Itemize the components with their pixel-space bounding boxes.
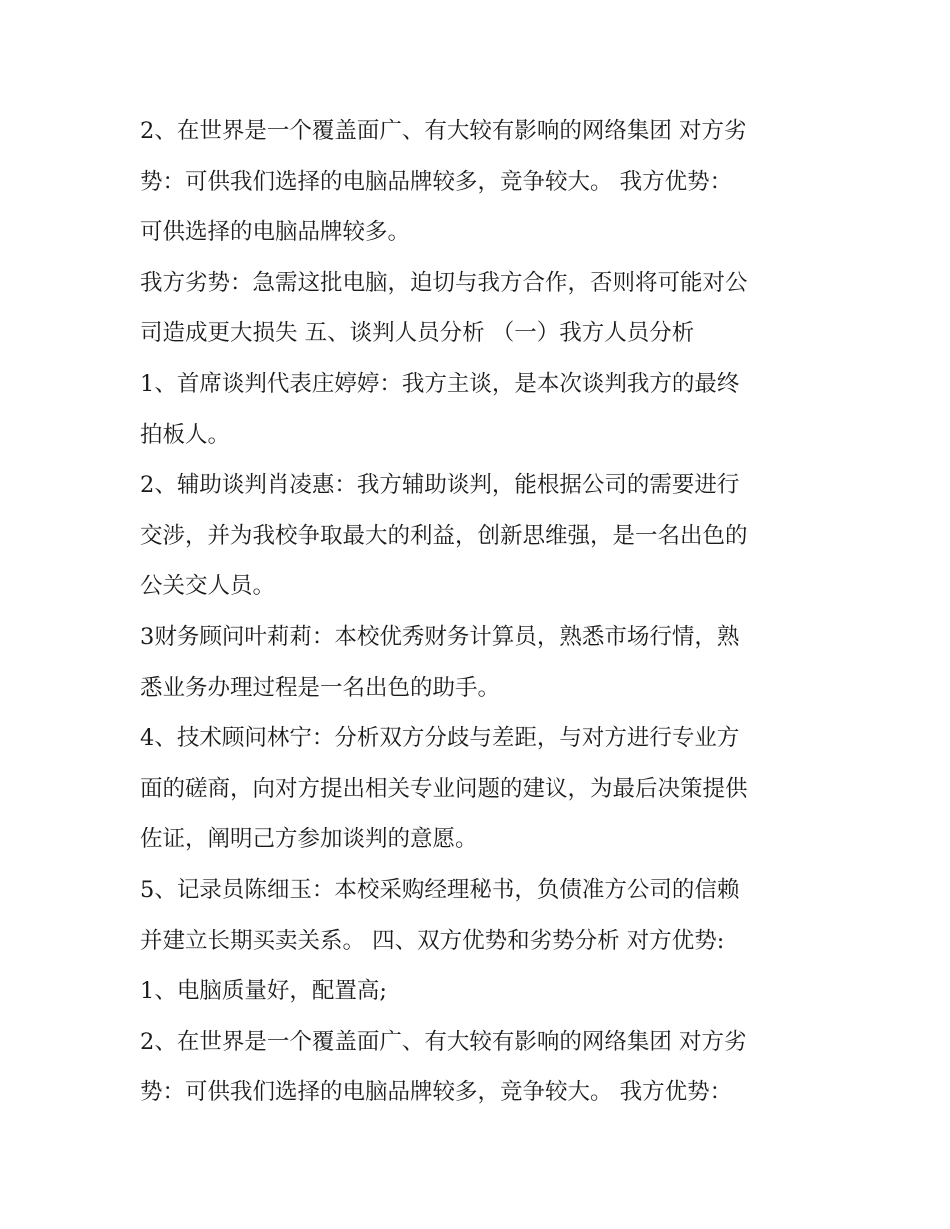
text-line: 势：可供我们选择的电脑品牌较多，竞争较大。 我方优势： — [140, 1079, 733, 1106]
text-line: 2、在世界是一个覆盖面广、有大较有影响的网络集团 对方劣 — [140, 118, 747, 144]
text-line: 公关交人员。 — [140, 573, 276, 600]
text-line: 并建立长期买卖关系。 四、双方优势和劣势分析 对方优势: — [140, 927, 725, 954]
text-line: 悉业务办理过程是一名出色的助手。 — [140, 674, 501, 701]
text-line: 司造成更大损失 五、谈判人员分析 （一）我方人员分析 — [140, 320, 695, 347]
text-line: 可供选择的电脑品牌较多。 — [140, 219, 411, 246]
text-line: 2、在世界是一个覆盖面广、有大较有影响的网络集团 对方劣 — [140, 1028, 747, 1055]
text-line: 1、电脑质量好，配置高; — [140, 978, 387, 1005]
text-line: 佐证，阐明己方参加谈判的意愿。 — [140, 826, 478, 853]
text-line: 1、首席谈判代表庄婷婷：我方主谈，是本次谈判我方的最终 — [140, 370, 740, 397]
text-line: 面的磋商，向对方提出相关专业问题的建议，为最后决策提供 — [140, 775, 748, 802]
text-line: 5、记录员陈细玉：本校采购经理秘书，负债准方公司的信赖 — [140, 876, 740, 903]
text-line: 4、技术顾问林宁：分析双方分歧与差距，与对方进行专业方 — [140, 725, 740, 752]
text-line: 势：可供我们选择的电脑品牌较多，竞争较大。 我方优势： — [140, 168, 733, 195]
text-line: 拍板人。 — [140, 421, 231, 448]
text-line: 3财务顾问叶莉莉：本校优秀财务计算员，熟悉市场行情，熟 — [140, 623, 740, 650]
document-body — [140, 106, 820, 1118]
text-line: 2、辅助谈判肖凌惠：我方辅助谈判，能根据公司的需要进行 — [140, 472, 740, 499]
text-line: 我方劣势：急需这批电脑，迫切与我方合作，否则将可能对公 — [140, 269, 748, 296]
text-line: 交涉，并为我校争取最大的利益，创新思维强，是一名出色的 — [140, 522, 748, 549]
